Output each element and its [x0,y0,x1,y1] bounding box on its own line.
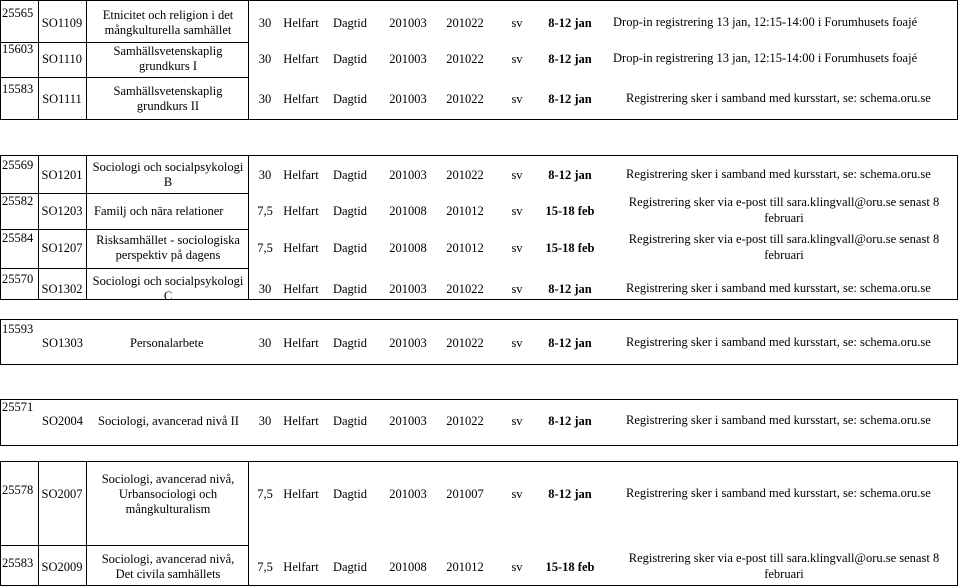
course-lang: sv [511,487,523,501]
course-end: 201022 [446,414,484,428]
course-end: 201022 [446,168,484,182]
course-name: Etnicitet och religion i det [102,8,234,22]
course-week: 8-12 jan [548,168,592,182]
course-end: 201022 [446,336,484,350]
course-start: 201003 [389,168,427,182]
registration-note: Drop-in registrering 13 jan, 12:15-14:00 i Forumhusets foajé [613,51,918,65]
course-week: 8-12 jan [548,282,592,296]
course-name: Personalarbete [130,336,204,350]
registration-note: februari [764,248,804,262]
course-code: SO1110 [41,52,83,66]
course-id: 25582 [2,194,34,208]
registration-note: Registrering sker i samband med kursstart, se: schema.oru.se [626,335,931,349]
course-start: 201008 [389,241,427,255]
course-week: 8-12 jan [548,414,592,428]
course-name: B [163,175,173,189]
course-time: Dagtid [332,241,368,255]
course-code: SO2004 [42,414,83,428]
course-end: 201007 [446,487,484,501]
course-lang: sv [511,92,523,106]
course-pace: Helfart [283,204,319,218]
course-code: SO2009 [41,560,83,574]
course-name: C [163,289,173,303]
row-divider [0,77,248,78]
course-code: SO1203 [41,204,83,218]
course-pace: Helfart [283,168,319,182]
course-lang: sv [511,168,523,182]
course-code: SO1303 [42,336,83,350]
row-divider [0,193,248,194]
course-end: 201012 [446,204,484,218]
column-divider [86,0,87,120]
course-week: 8-12 jan [548,16,592,30]
course-end: 201022 [446,16,484,30]
course-end: 201012 [446,560,484,574]
course-week: 15-18 feb [545,560,595,574]
course-lang: sv [511,52,523,66]
course-code: SO1109 [41,16,83,30]
course-start: 201003 [389,16,427,30]
course-end: 201022 [446,52,484,66]
course-time: Dagtid [332,487,368,501]
course-hp: 30 [258,52,272,66]
course-time: Dagtid [332,560,368,574]
course-name: Familj och nära relationer [94,204,224,218]
course-time: Dagtid [332,92,368,106]
course-id: 25570 [2,272,34,286]
course-hp: 30 [258,168,272,182]
course-code: SO2007 [41,487,83,501]
course-week: 8-12 jan [548,487,592,501]
course-code: SO1207 [41,241,83,255]
course-hp: 7,5 [257,204,273,218]
course-lang: sv [511,414,523,428]
registration-note: Registrering sker i samband med kursstart, se: schema.oru.se [626,486,931,500]
course-start: 201008 [389,204,427,218]
course-name: Sociologi, avancerad nivå, [101,552,235,566]
row-divider [0,268,248,269]
course-name: Samhällsvetenskaplig [113,44,223,58]
course-time: Dagtid [332,168,368,182]
registration-note: Drop-in registrering 13 jan, 12:15-14:00 i Forumhusets foajé [613,15,918,29]
course-name: Sociologi, avancerad nivå, [101,471,235,486]
course-time: Dagtid [332,414,368,428]
course-id: 25571 [2,400,34,414]
registration-note: Registrering sker via e-post till sara.klingvall@oru.se senast 8 [628,232,940,246]
course-pace: Helfart [283,282,319,296]
course-start: 201003 [389,282,427,296]
course-start: 201003 [389,52,427,66]
course-week: 8-12 jan [548,52,592,66]
course-pace: Helfart [283,16,319,30]
column-divider [248,155,249,300]
course-name: grundkurs II [136,99,200,113]
course-lang: sv [511,16,523,30]
row-divider [0,545,248,546]
course-lang: sv [511,336,523,350]
registration-note: Registrering sker i samband med kursstart, se: schema.oru.se [626,281,931,295]
course-name: Samhällsvetenskaplig [113,84,223,98]
column-divider [38,155,39,300]
course-lang: sv [511,241,523,255]
registration-note: Registrering sker i samband med kursstart, se: schema.oru.se [626,167,931,181]
course-id: 15593 [2,322,34,336]
course-week: 15-18 feb [545,204,595,218]
course-lang: sv [511,204,523,218]
column-divider [38,461,39,586]
registration-note: februari [764,567,804,581]
course-name: Sociologi och socialpsykologi [92,274,244,288]
course-pace: Helfart [283,487,319,501]
row-divider [0,229,248,230]
column-divider [248,0,249,120]
column-divider [86,461,87,586]
course-name: grundkurs I [139,59,197,73]
course-lang: sv [511,560,523,574]
registration-note: februari [764,211,804,225]
course-name: Risksamhället - sociologiska [96,233,240,247]
course-id: 25569 [2,158,34,172]
course-start: 201008 [389,560,427,574]
course-start: 201003 [389,487,427,501]
registration-note: Registrering sker i samband med kursstart, se: schema.oru.se [626,91,931,105]
course-name: Det civila samhällets [115,567,221,581]
course-name: Sociologi och socialpsykologi [92,160,244,174]
course-week: 15-18 feb [545,241,595,255]
course-code: SO1201 [41,168,83,182]
column-divider [38,0,39,120]
course-hp: 7,5 [257,241,273,255]
course-hp: 30 [258,282,272,296]
course-time: Dagtid [332,52,368,66]
course-hp: 30 [258,336,272,350]
course-hp: 30 [258,414,272,428]
course-hp: 7,5 [257,560,273,574]
course-id: 15603 [2,42,34,56]
course-time: Dagtid [332,336,368,350]
course-hp: 7,5 [257,487,273,501]
course-code: SO1302 [41,282,83,296]
course-id: 25583 [2,556,34,570]
course-id: 25565 [2,6,34,20]
registration-note: Registrering sker i samband med kursstart, se: schema.oru.se [626,413,931,427]
course-hp: 30 [258,92,272,106]
course-start: 201003 [389,336,427,350]
course-name: Sociologi, avancerad nivå II [98,414,239,428]
course-time: Dagtid [332,204,368,218]
course-pace: Helfart [283,560,319,574]
row-divider [0,42,248,43]
course-start: 201003 [389,414,427,428]
course-end: 201022 [446,282,484,296]
course-time: Dagtid [332,282,368,296]
column-divider [86,155,87,300]
course-name: perspektiv på dagens [115,248,221,262]
course-start: 201003 [389,92,427,106]
course-pace: Helfart [283,52,319,66]
course-end: 201022 [446,92,484,106]
course-lang: sv [511,282,523,296]
course-week: 8-12 jan [548,92,592,106]
registration-note: Registrering sker via e-post till sara.klingvall@oru.se senast 8 [628,551,940,565]
course-end: 201012 [446,241,484,255]
course-week: 8-12 jan [548,336,592,350]
course-pace: Helfart [283,414,319,428]
course-name: mångkulturella samhället [104,23,232,37]
course-hp: 30 [258,16,272,30]
course-pace: Helfart [283,241,319,255]
course-pace: Helfart [283,92,319,106]
course-code: SO1111 [42,92,82,106]
course-name: Urbansociologi och [118,486,218,501]
course-name: mångkulturalism [125,501,211,516]
registration-note: Registrering sker via e-post till sara.klingvall@oru.se senast 8 [628,195,940,209]
course-id: 25584 [2,231,34,245]
column-divider [248,461,249,586]
course-pace: Helfart [283,336,319,350]
course-time: Dagtid [332,16,368,30]
course-id: 25578 [2,483,34,497]
course-id: 15583 [2,82,34,96]
